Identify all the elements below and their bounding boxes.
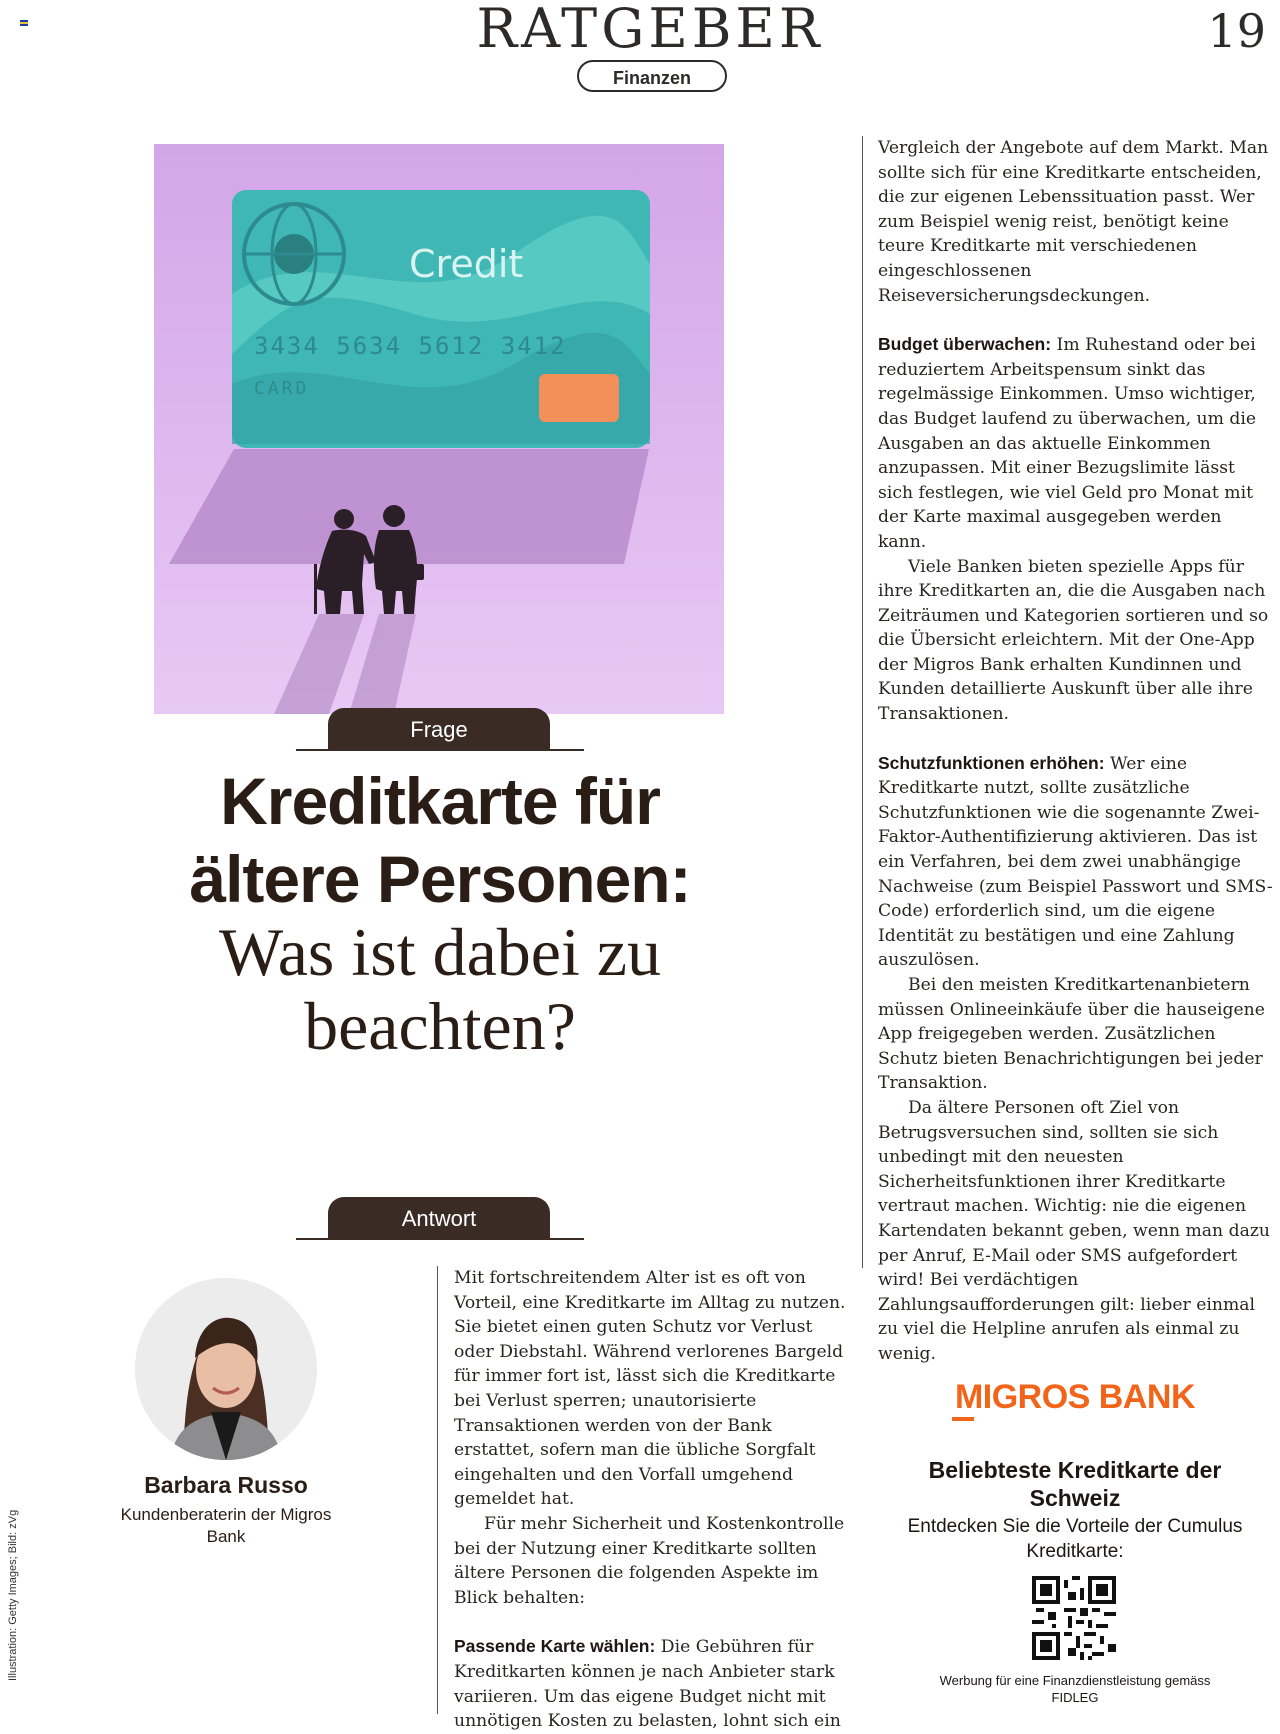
qr-code-icon[interactable]	[1032, 1576, 1116, 1660]
paragraph-text: Im Ruhestand oder bei reduziertem Arbeitspensum sinkt das regelmässige Einkommen. Umso wichtiger, das Budget laufend zu überwachen, um die Ausgaben an das aktuelle Einkommen anzupassen. Mit einer Bezugslimite lässt sich festlegen, wie viel Geld pro Monat mit der Karte maximal ausgegeben werden kann.	[878, 335, 1257, 552]
question-tab: Frage	[328, 708, 550, 750]
card-brand-text: Credit	[409, 242, 524, 286]
answer-tab: Antwort	[328, 1197, 550, 1239]
author-name: Barbara Russo	[144, 1472, 308, 1498]
ad-headline: Beliebteste Kreditkarte der Schweiz	[928, 1457, 1222, 1511]
paragraph	[878, 332, 1273, 554]
illustration-graphic	[154, 144, 724, 714]
credit-card-illustration	[154, 144, 724, 714]
ad-subline: Entdecken Sie die Vorteile der Cumulus Kreditkarte:	[907, 1516, 1243, 1562]
paragraph: Für mehr Sicherheit und Kostenkontrolle bei der Nutzung einer Kreditkarte sollten ältere Personen die folgenden Aspekte im Blick behalten:	[454, 1513, 845, 1608]
paragraph: Mit fortschreitendem Alter ist es oft von Vorteil, eine Kreditkarte im Alltag zu nutzen. Sie bietet einen guten Schutz vor Verlust oder Diebstahl. Während verlorenes Bargeld für immer fort ist, lässt sich die Kreditkarte bei Verlust sperren; unautorisierte Transaktionen werden von der Bank erstattet, sofern man die übliche Sorgfalt eingehalten und den Vorfall umgehend gemeldet hat.	[454, 1268, 846, 1510]
card-label-text: CARD	[254, 378, 310, 399]
paragraph-lead: Passende Karte wählen:	[454, 1636, 656, 1657]
ad-fineprint: Werbung für eine Finanzdienstleistung gemäss FIDLEG	[939, 1673, 1211, 1705]
paragraph	[454, 1634, 849, 1733]
paragraph: Bei den meisten Kreditkartenanbietern müssen Onlineeinkäufe über die hauseigene App freigegeben werden. Zusätzlichen Schutz bieten Benachrichtigungen bei jeder Transaktion.	[878, 975, 1265, 1094]
column-divider-right	[862, 136, 863, 1268]
photo-credit: Illustration: Getty Images; Bild: zVg	[7, 1509, 19, 1681]
column-divider-mid	[437, 1266, 438, 1714]
question-tab-rule	[296, 749, 584, 751]
flag-icon	[20, 20, 28, 26]
paragraph-text: Wer eine Kreditkarte nutzt, sollte zusätzliche Schutzfunktionen wie die sogenannte Zwei-Faktor-Authentifizierung aktivieren. Das ist ein Verfahren, bei dem zwei unabhängige Nachweise (zum Beispiel Passwort und SMS-Code) erforderlich sind, um die eigene Identität zu bestätigen und eine Zahlung auszulösen.	[878, 753, 1273, 971]
answer-column-mid	[454, 1266, 849, 1734]
subheadline: Was ist dabei zu beachten?	[218, 914, 662, 1064]
answer-column-right	[878, 136, 1273, 1367]
answer-tab-rule	[296, 1238, 584, 1240]
author-role: Kundenberaterin der Migros Bank	[120, 1505, 332, 1546]
page-number: 19	[1207, 4, 1266, 58]
paragraph-lead: Budget überwachen:	[878, 334, 1052, 355]
brand-text: MIGROS BANK	[954, 1378, 1196, 1416]
paragraph: Da ältere Personen oft Ziel von Betrugsversuchen sind, sollten sie sich unbedingt mit den neuesten Sicherheitsfunktionen ihrer Kreditkarte vertraut machen. Wichtig: nie die eigenen Kartendaten bekannt geben, wenn man dazu per Anruf, E-Mail oder SMS aufgefordert wird! Bei verdächtigen Zahlungsaufforderungen gilt: lieber einmal zu viel die Helpline anrufen als einmal zu wenig.	[878, 1097, 1270, 1364]
paragraph: Vergleich der Angebote auf dem Markt. Man sollte sich für eine Kreditkarte entscheiden, die zur eigenen Lebenssituation passt. Wer zum Beispiel wenig reist, benötigt keine teure Kreditkarte mit verschiedenen eingeschlossenen Reiseversicherungsdeckungen.	[878, 138, 1269, 306]
card-number-text: 3434 5634 5612 3412	[254, 332, 567, 360]
paragraph-text: Die Gebühren für Kreditkarten können je nach Anbieter stark variieren. Um das eigene Budget nicht mit unnötigen Kosten zu belasten, lohnt sich ein	[454, 1637, 841, 1732]
paragraph	[878, 751, 1273, 973]
migros-bank-logo[interactable]	[940, 1378, 1210, 1417]
logo-underline	[952, 1417, 974, 1421]
headline: Kreditkarte für ältere Personen:	[189, 764, 691, 916]
section-title: RATGEBER	[476, 0, 824, 60]
category-pill: Finanzen	[577, 60, 727, 92]
author-avatar	[135, 1278, 317, 1460]
paragraph-lead: Schutzfunktionen erhöhen:	[878, 752, 1105, 773]
paragraph: Viele Banken bieten spezielle Apps für ihre Kreditkarten an, die die Ausgaben nach Zeiträumen und Kategorien sortieren und so die Übersicht erleichtern. Mit der One-App der Migros Bank erhalten Kundinnen und Kunden detaillierte Auskunft über alle ihre Transaktionen.	[878, 556, 1269, 725]
card-chip	[539, 374, 619, 422]
